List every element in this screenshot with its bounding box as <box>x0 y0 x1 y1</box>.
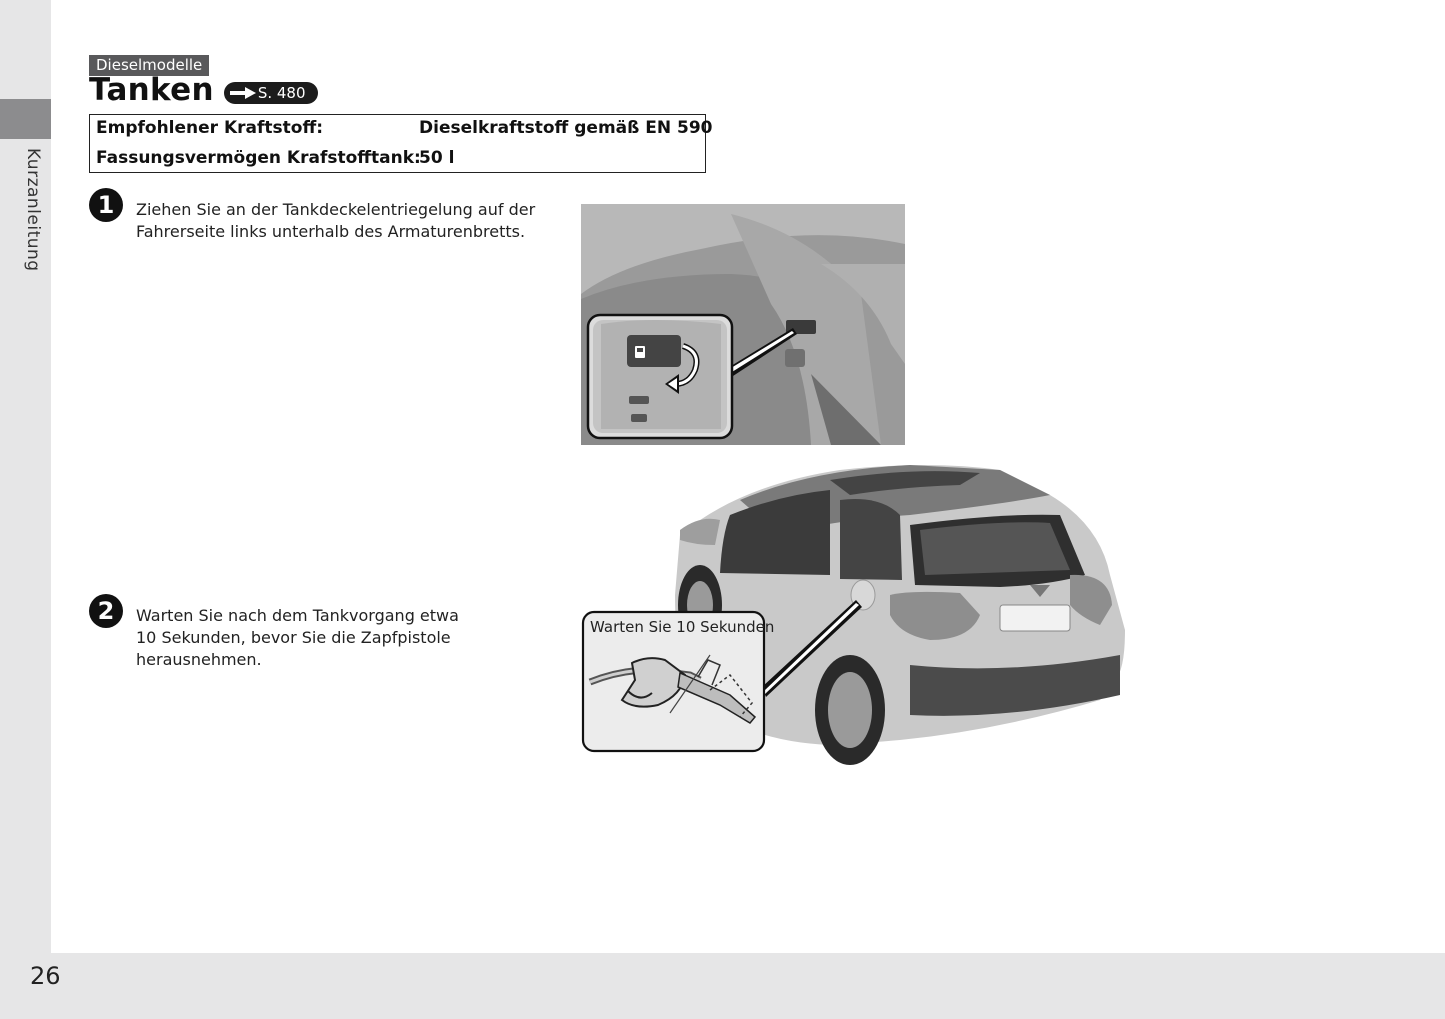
model-badge: Dieselmodelle <box>89 55 209 76</box>
section-tab-label: Kurzanleitung <box>23 148 43 272</box>
title-row <box>89 72 318 108</box>
spec-row <box>96 118 713 138</box>
refuel-vehicle-illustration <box>580 455 1128 775</box>
section-tab-marker <box>0 99 51 139</box>
step-number-1: 1 <box>89 188 123 222</box>
footer-band <box>0 953 1445 1019</box>
step-text-1: Ziehen Sie an der Tankdeckelentriegelung auf der Fahrerseite links unterhalb des Armaturenbretts. <box>136 200 536 241</box>
callout-label: Warten Sie 10 Sekunden <box>590 618 775 636</box>
step-text-2: Warten Sie nach dem Tankvorgang etwa 10 Sekunden, bevor Sie die Zapfpistole herausnehmen. <box>136 606 459 669</box>
step-number-2: 2 <box>89 594 123 628</box>
spec-table <box>89 114 713 173</box>
spec-value: Dieselkraftstoff gemäß EN 590 <box>419 118 713 138</box>
page-title: Tanken <box>89 72 214 108</box>
page-number: 26 <box>30 962 61 990</box>
page-reference-link[interactable] <box>224 82 318 104</box>
arrow-right-icon <box>229 86 257 100</box>
spec-value: 50 l <box>419 148 455 168</box>
spec-row <box>96 148 455 168</box>
spec-label: Empfohlener Kraftstoff: <box>96 118 324 138</box>
fuel-door-release-illustration <box>581 204 905 445</box>
spec-label: Fassungsvermögen Krafstofftank: <box>96 148 421 168</box>
page-reference-label: S. 480 <box>257 84 306 102</box>
